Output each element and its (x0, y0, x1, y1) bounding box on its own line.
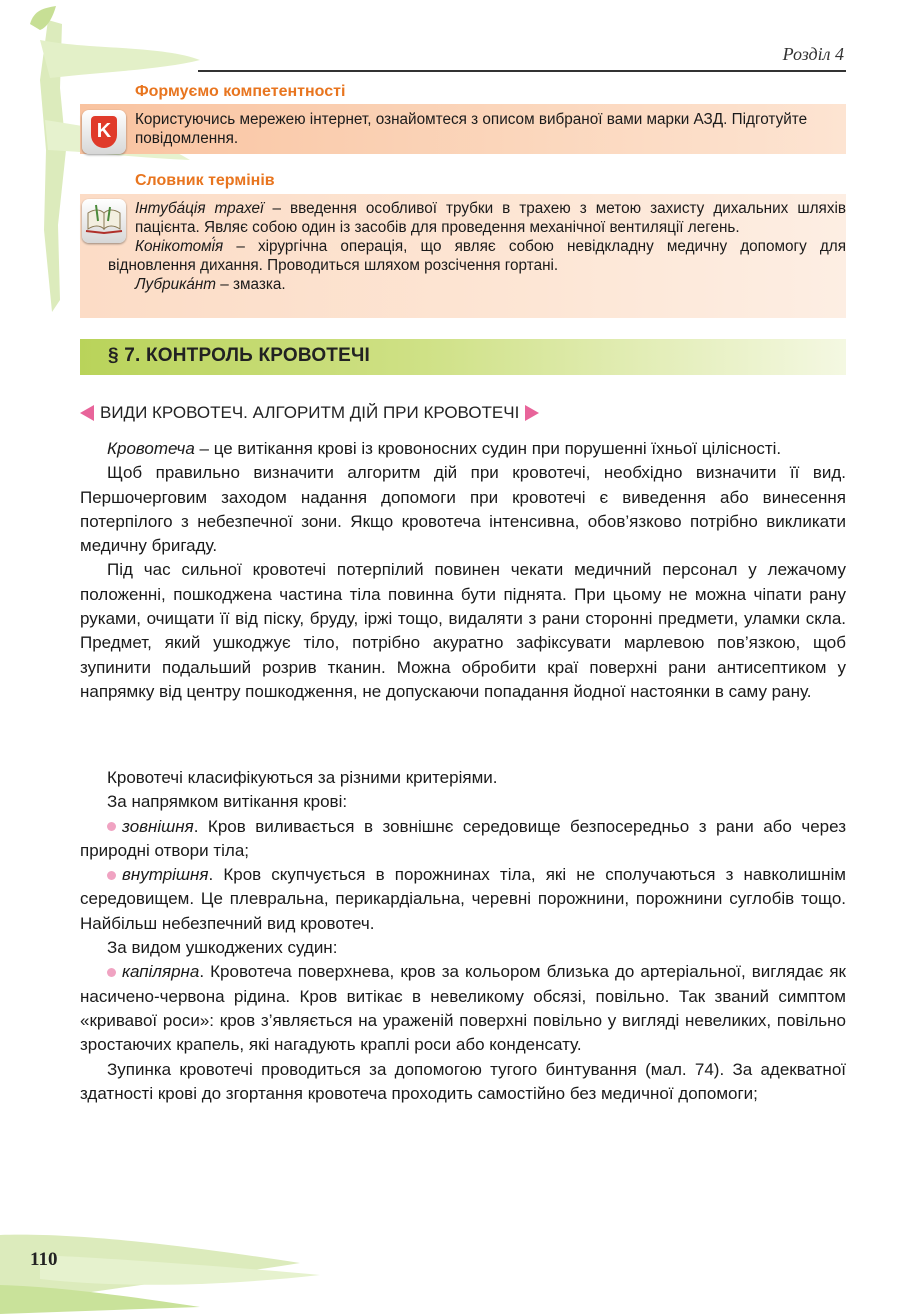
bullet-item-capillary (80, 960, 846, 1057)
glossary-definition: – введення особливої трубки в трахею з метою захисту дихальних шляхів пацієнта. Являє собою один із засобів для проведення механічної вентиляції легень. (135, 200, 846, 236)
body-text-block-1 (80, 437, 846, 704)
competence-box-text: Користуючись мережею інтернет, ознайомтеся з описом вибраної вами марки АЗД. Підготуйте повідомлення. (135, 111, 808, 147)
paragraph: За видом ушкоджених судин: (107, 938, 338, 958)
term: Кровотеча (107, 439, 195, 458)
term: зовнішня (122, 816, 194, 836)
subheading-text: ВИДИ КРОВОТЕЧ. АЛГОРИТМ ДІЙ ПРИ КРОВОТЕЧІ (100, 403, 520, 422)
bullet-text: . Кров скупчується в порожнинах тіла, які не сполучаються з навколишнім середовищем. Це плевральна, перикардіальна, черевні порожнини, порожнини суглобів тощо. Найбільш небезпечний вид кровотеч. (80, 865, 846, 933)
glossary-definition: – змазка. (215, 276, 286, 293)
glossary-entries (108, 199, 846, 294)
chapter-label: Розділ 4 (782, 44, 844, 64)
arrow-left-icon (80, 405, 94, 421)
glossary-definition: – хірургічна операція, що являє собою невідкладну медичну допомогу для відновлення дихання. Проводиться шляхом розсічення гортані. (108, 238, 846, 274)
glossary-entry-lubricant (108, 275, 846, 294)
paragraph: Кровотечі класифікуються за різними критеріями. (107, 768, 498, 787)
paragraph: Під час сильної кровотечі потерпілий повинен чекати медичний персонал у лежачому положенні, пошкоджена частина тіла повинна бути піднята. При цьому не можна чіпати рану руками, очищати її від піску, бруду, іржі тощо, видаляти з рани сторонні предмети, уламки скла. Предмет, який ушкоджує тіло, потрібно акуратно зафіксувати марлевою пов’язкою, щоб зупинити подальший розрив тканин. Можна обробити краї поверхні рани антисептиком у напрямку від центру пошкодження, не допускаючи попадання йодної настоянки в саму рану. (80, 560, 846, 701)
glossary-box-title: Словник термінів (135, 172, 275, 189)
term: капілярна (122, 962, 200, 982)
glossary-term: Конікотомі́я (135, 238, 224, 255)
glossary-entry-conicotomy (108, 237, 846, 275)
bullet-dot-icon (107, 871, 116, 880)
k-shield-letter: K (91, 116, 117, 148)
bullet-text: . Кровотеча поверхнева, кров за кольором близька до артеріальної, виглядає як насичено-червона рідина. Кров витікає в невеликому обсязі, повільно. Так званий симптом «кривавої роси»: кров з’являється на ураженій поверхні повільно у вигляді невеликих, повільно зростаючих крапель, які нагадують краплі роси або конденсату. (80, 962, 846, 1055)
glossary-term: Інтуба́ція трахеї (135, 200, 264, 217)
arrow-right-icon (525, 405, 539, 421)
paragraph: Щоб правильно визначити алгоритм дій при кровотечі, необхідно визначити її вид. Першочерговим заходом надання допомоги при кровотечі є виведення або винесення потерпілого з небезпечної зони. Якщо кровотеча інтенсивна, обов’язково потрібно викликати медичну бригаду. (80, 463, 846, 556)
glossary-entry-intubation (108, 199, 846, 237)
bullet-item-external (80, 815, 846, 864)
bullet-item-internal (80, 863, 846, 936)
section-title: § 7. КОНТРОЛЬ КРОВОТЕЧІ (108, 345, 370, 366)
subheading (80, 403, 539, 423)
bullet-dot-icon (107, 968, 116, 977)
bullet-dot-icon (107, 822, 116, 831)
header-rule (198, 70, 846, 72)
page-number: 110 (30, 1249, 58, 1270)
paragraph-text: – це витікання крові із кровоносних судин при порушенні їхньої цілісності. (194, 439, 782, 458)
paragraph: Зупинка кровотечі проводиться за допомогою тугого бинтування (мал. 74). За адекватної здатності крові до згортання кровотеча проходить самостійно без медичної допомоги; (80, 1059, 846, 1103)
k-shield-icon (82, 110, 126, 154)
paragraph: За напрямком витікання крові: (107, 792, 348, 812)
competence-box-title: Формуємо компетентності (135, 83, 346, 100)
paragraph-definition (80, 437, 846, 461)
term: внутрішня (122, 865, 209, 885)
bullet-text: . Кров виливається в зовнішнє середовище безпосередньо з рани або через природні отвори тіла; (80, 816, 846, 860)
body-text-block-2 (80, 766, 846, 1106)
glossary-term: Лубрика́нт (135, 276, 216, 293)
